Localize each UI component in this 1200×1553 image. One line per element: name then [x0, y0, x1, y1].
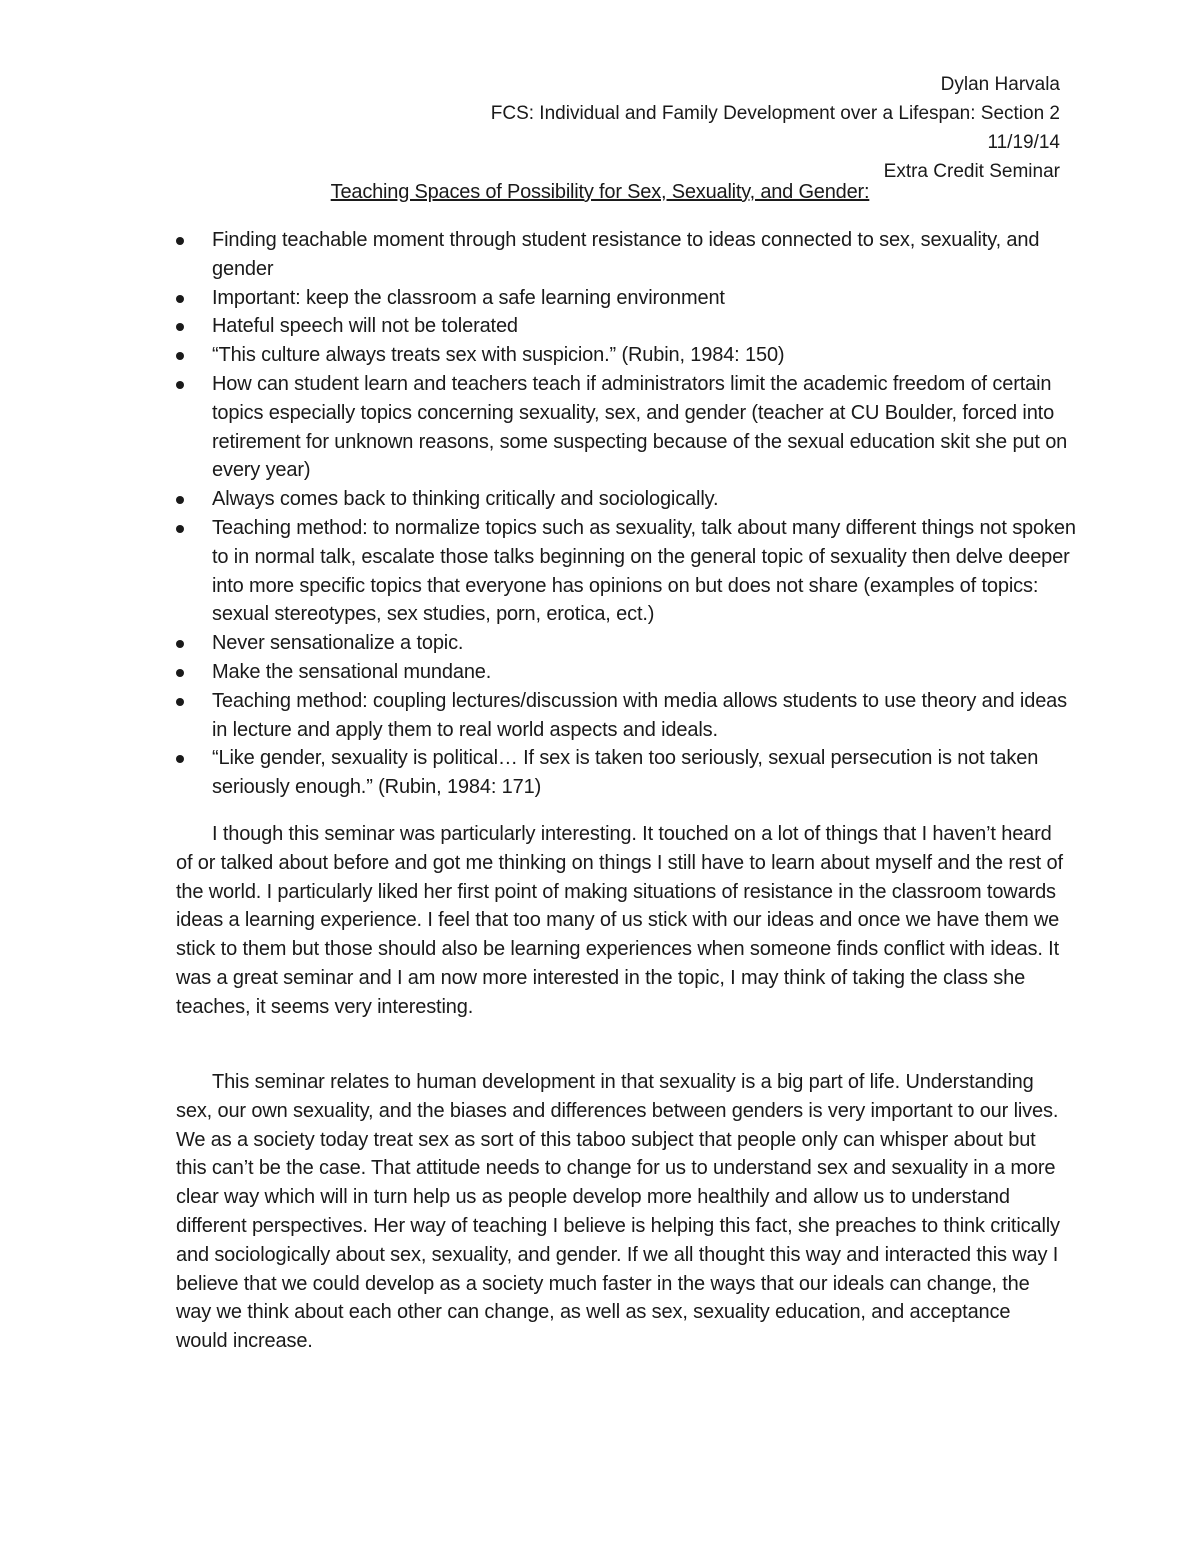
list-item-text: “This culture always treats sex with suspicion.” (Rubin, 1984: 150) — [212, 344, 785, 367]
document-date: 11/19/14 — [987, 132, 1060, 153]
author-name: Dylan Harvala — [940, 74, 1060, 95]
document-header — [360, 70, 1060, 186]
list-item-text: Never sensationalize a topic. — [212, 632, 464, 655]
reflection-paragraph: I though this seminar was particularly interesting. It touched on a lot of things that I haven’t heard of or talked about before and got me thinking on things I still have to learn about myself and the rest of the world. I particularly liked her first point of making situations of resistance in the classroom towards ideas a learning experience. I feel that too many of us stick with our ideas and once we have them we stick to them but those should also be learning experiences when someone finds conflict with ideas. It was a great seminar and I am now more interested in the topic, I may think of taking the class she teaches, it seems very interesting. — [176, 823, 1063, 1018]
list-item — [176, 284, 1076, 313]
list-item-text: How can student learn and teachers teach if administrators limit the academic freedom of certain topics especially topics concerning sexuality, sex, and gender (teacher at CU Boulder, forced into retirement for unknown reasons, some suspecting because of the sexual education skit she put on every year) — [212, 372, 1068, 482]
list-item — [176, 226, 1076, 284]
document-title: Teaching Spaces of Possibility for Sex, Sexuality, and Gender: — [330, 181, 870, 203]
list-item-text: Always comes back to thinking critically and sociologically. — [212, 488, 719, 511]
list-item — [176, 687, 1076, 745]
list-item — [176, 370, 1076, 485]
course-name: FCS: Individual and Family Development over a Lifespan: Section 2 — [490, 103, 1060, 124]
bullet-icon — [176, 496, 184, 504]
bullet-icon — [176, 352, 184, 360]
list-item — [176, 341, 1076, 370]
notes-list — [176, 226, 1076, 802]
development-paragraph: This seminar relates to human development in that sexuality is a big part of life. Understanding sex, our own sexuality, and the biases and differences between genders is very important to our lives. We as a society today treat sex as sort of this taboo subject that people only can whisper about but this can’t be the case. That attitude needs to change for us to understand sex and sexuality in a more clear way which will in turn help us as people develop more healthily and allow us to understand different perspectives. Her way of teaching I believe is helping this fact, she preaches to think critically and sociologically about sex, sexuality, and gender. If we all thought this way and interacted this way I believe that we could develop as a society much faster in the ways that our ideals can change, the way we think about each other can change, as well as sex, sexuality education, and acceptance would increase. — [176, 1071, 1060, 1353]
bullet-icon — [176, 381, 184, 389]
bullet-icon — [176, 669, 184, 677]
list-item — [176, 514, 1076, 629]
list-item-text: Make the sensational mundane. — [212, 660, 492, 683]
bullet-icon — [176, 698, 184, 706]
list-item-text: “Like gender, sexuality is political… If sex is taken too seriously, sexual persecution is not taken seriously enough.” (Rubin, 1984: 171) — [212, 747, 1039, 799]
list-item-text: Hateful speech will not be tolerated — [212, 315, 518, 338]
bullet-icon — [176, 323, 184, 331]
list-item — [176, 312, 1076, 341]
bullet-icon — [176, 640, 184, 648]
list-item — [176, 629, 1076, 658]
bullet-icon — [176, 237, 184, 245]
list-item — [176, 485, 1076, 514]
bullet-icon — [176, 295, 184, 303]
assignment-name: Extra Credit Seminar — [883, 161, 1060, 182]
list-item-text: Important: keep the classroom a safe learning environment — [212, 286, 725, 309]
list-item-text: Finding teachable moment through student resistance to ideas connected to sex, sexuality, and gender — [212, 229, 1040, 280]
bullet-icon — [176, 755, 184, 763]
list-item-text: Teaching method: coupling lectures/discussion with media allows students to use theory and ideas in lecture and apply them to real world aspects and ideals. — [212, 689, 1067, 741]
list-item-text: Teaching method: to normalize topics such as sexuality, talk about many different things not spoken to in normal talk, escalate those talks beginning on the general topic of sexuality then delve deeper into more specific topics that everyone has opinions on but does not share (examples of topics: sexual stereotypes, sex studies, porn, erotica, ect.) — [212, 516, 1076, 626]
list-item — [176, 658, 1076, 687]
bullet-icon — [176, 525, 184, 533]
list-item — [176, 744, 1076, 802]
